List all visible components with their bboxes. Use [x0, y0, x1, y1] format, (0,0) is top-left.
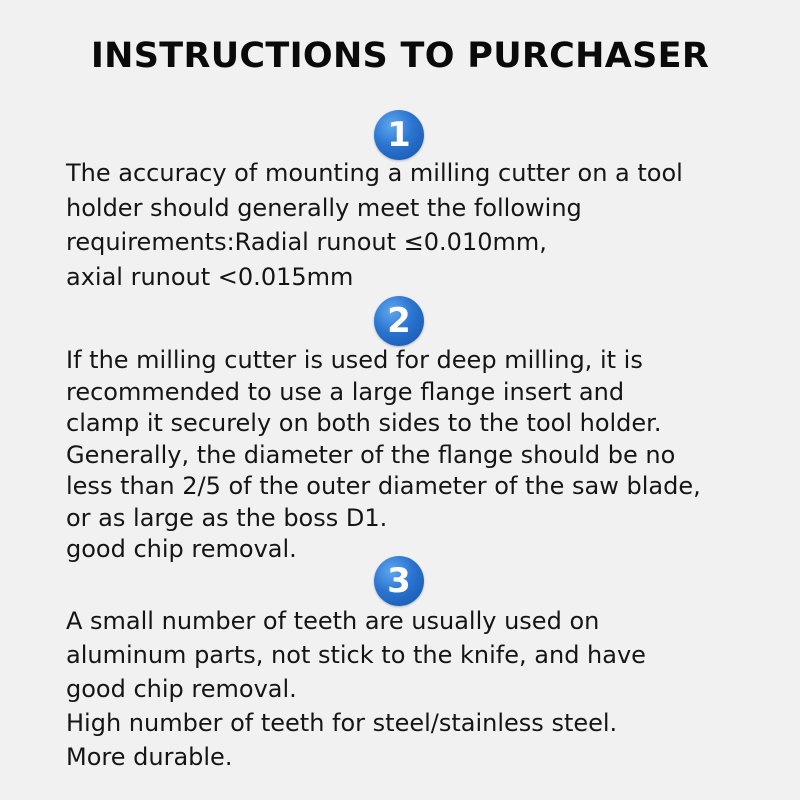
- section-3-line: A small number of teeth are usually used on: [66, 607, 600, 635]
- section-2-line: good chip removal.: [66, 535, 297, 563]
- section-1-line: axial runout <0.015mm: [66, 262, 354, 291]
- section-3-text: [66, 605, 786, 706]
- section-2-line: or as large as the boss D1.: [66, 503, 388, 532]
- step-3-badge-icon: 3: [374, 556, 424, 606]
- section-3-line: More durable.: [66, 743, 233, 771]
- step-2-badge-icon: 2: [374, 296, 424, 346]
- section-3-line: aluminum parts, not stick to the knife, and have: [66, 640, 646, 669]
- section-1-line: holder should generally meet the following: [66, 193, 582, 222]
- section-1-text: [66, 156, 786, 294]
- section-1-line: The accuracy of mounting a milling cutter on a tool: [66, 159, 683, 187]
- section-2-line: If the milling cutter is used for deep milling, it is: [66, 346, 643, 374]
- section-2-line: clamp it securely on both sides to the tool holder.: [66, 409, 662, 437]
- section-1-line: requirements:Radial runout ≤0.010mm,: [66, 228, 547, 256]
- section-2-line: less than 2/5 of the outer diameter of the saw blade,: [66, 472, 701, 500]
- step-1-badge-icon: 1: [374, 110, 424, 160]
- section-2-line: Generally, the diameter of the flange should be no: [66, 440, 676, 469]
- section-2-line: recommended to use a large flange insert and: [66, 377, 625, 406]
- section-3-text-continued: [66, 706, 786, 774]
- section-3-line: High number of teeth for steel/stainless steel.: [66, 709, 618, 737]
- section-2-text: [66, 345, 786, 566]
- section-3-line: good chip removal.: [66, 674, 297, 703]
- page-title: INSTRUCTIONS TO PURCHASER: [90, 36, 710, 76]
